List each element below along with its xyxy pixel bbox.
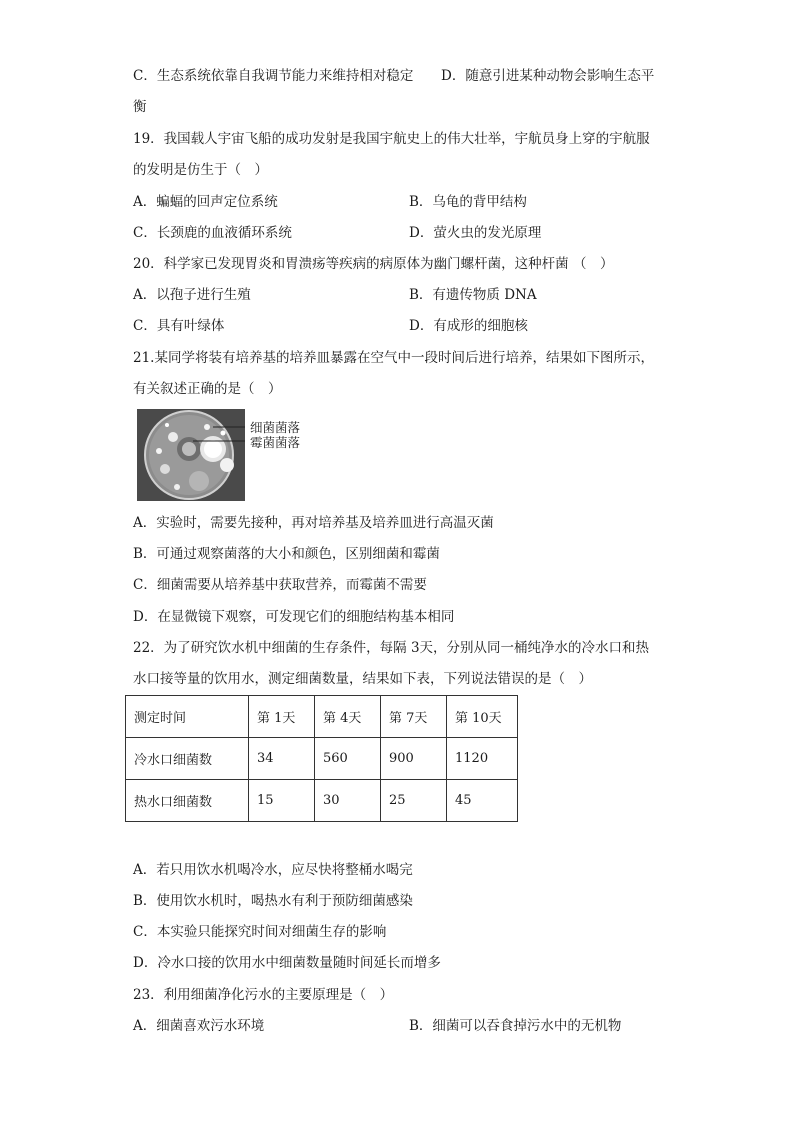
q19-option-b: B．乌龟的背甲结构: [409, 194, 527, 210]
q22-option-b: B．使用饮水机时，喝热水有利于预防细菌感染: [133, 893, 413, 909]
q20-option-d: D．有成形的细胞核: [409, 318, 528, 334]
figure-label-bacteria: 细菌菌落: [250, 420, 301, 435]
table-row-label: 冷水口细菌数: [126, 738, 249, 780]
table-cell: 25: [381, 780, 447, 822]
q20-option-b: B．有遗传物质 DNA: [409, 287, 537, 303]
table-cell: 34: [249, 738, 315, 780]
q21-option-c: C．细菌需要从培养基中获取营养，而霉菌不需要: [133, 577, 427, 593]
table-cell: 560: [315, 738, 381, 780]
table-row: [126, 780, 518, 822]
q18-option-d-cont: 衡: [133, 99, 147, 115]
table-cell: 900: [381, 738, 447, 780]
q22-option-c: C．本实验只能探究时间对细菌生存的影响: [133, 924, 387, 940]
table-header-cell: 第 7天: [381, 696, 447, 738]
q19-option-d: D．萤火虫的发光原理: [409, 225, 542, 241]
q21-option-d: D．在显微镜下观察，可发现它们的细胞结构基本相同: [133, 609, 455, 625]
table-header-cell: 测定时间: [126, 696, 249, 738]
q19-stem-line1: 19．我国载人宇宙飞船的成功发射是我国宇航史上的伟大壮举，宇航员身上穿的宇航服: [133, 131, 650, 147]
bacteria-count-table: [125, 695, 518, 822]
q18-option-c: C．生态系统依靠自我调节能力来维持相对稳定: [133, 68, 414, 84]
figure-label-mold: 霉菌菌落: [250, 435, 301, 450]
q22-option-d: D．冷水口接的饮用水中细菌数量随时间延长而增多: [133, 955, 441, 971]
table-row-label: 热水口细菌数: [126, 780, 249, 822]
q19-option-a: A．蝙蝠的回声定位系统: [133, 194, 278, 210]
petri-dish-figure: [137, 409, 245, 501]
petri-dish-image: [137, 409, 245, 501]
q21-option-b: B．可通过观察菌落的大小和颜色，区别细菌和霉菌: [133, 546, 440, 562]
q23-option-a: A．细菌喜欢污水环境: [133, 1018, 265, 1034]
q19-stem-line2: 的发明是仿生于（ ）: [133, 162, 268, 178]
table-header-row: [126, 696, 518, 738]
q20-option-c: C．具有叶绿体: [133, 318, 225, 334]
q22-stem-line2: 水口接等量的饮用水，测定细菌数量，结果如下表，下列说法错误的是（ ）: [133, 671, 592, 687]
table-header-cell: 第 4天: [315, 696, 381, 738]
q23-stem: 23．利用细菌净化污水的主要原理是（ ）: [133, 987, 394, 1003]
table-cell: 15: [249, 780, 315, 822]
q18-option-d: D．随意引进某种动物会影响生态平: [441, 68, 655, 84]
table-cell: 30: [315, 780, 381, 822]
q21-stem-line2: 有关叙述正确的是（ ）: [133, 381, 282, 397]
table-cell: 45: [447, 780, 518, 822]
q21-option-a: A．实验时，需要先接种，再对培养基及培养皿进行高温灭菌: [133, 515, 494, 531]
table-header-cell: 第 10天: [447, 696, 518, 738]
q23-option-b: B．细菌可以吞食掉污水中的无机物: [409, 1018, 622, 1034]
q20-stem: 20．科学家已发现胃炎和胃溃疡等疾病的病原体为幽门螺杆菌，这种杆菌 （ ）: [133, 256, 614, 272]
table-header-cell: 第 1天: [249, 696, 315, 738]
table-cell: 1120: [447, 738, 518, 780]
q22-stem-line1: 22．为了研究饮水机中细菌的生存条件，每隔 3天，分别从同一桶纯净水的冷水口和热: [133, 640, 650, 656]
q20-option-a: A．以孢子进行生殖: [133, 287, 251, 303]
q22-option-a: A．若只用饮水机喝冷水，应尽快将整桶水喝完: [133, 862, 413, 878]
q19-option-c: C．长颈鹿的血液循环系统: [133, 225, 292, 241]
q21-stem-line1: 21.某同学将装有培养基的培养皿暴露在空气中一段时间后进行培养，结果如下图所示，: [133, 350, 654, 366]
table-row: [126, 738, 518, 780]
